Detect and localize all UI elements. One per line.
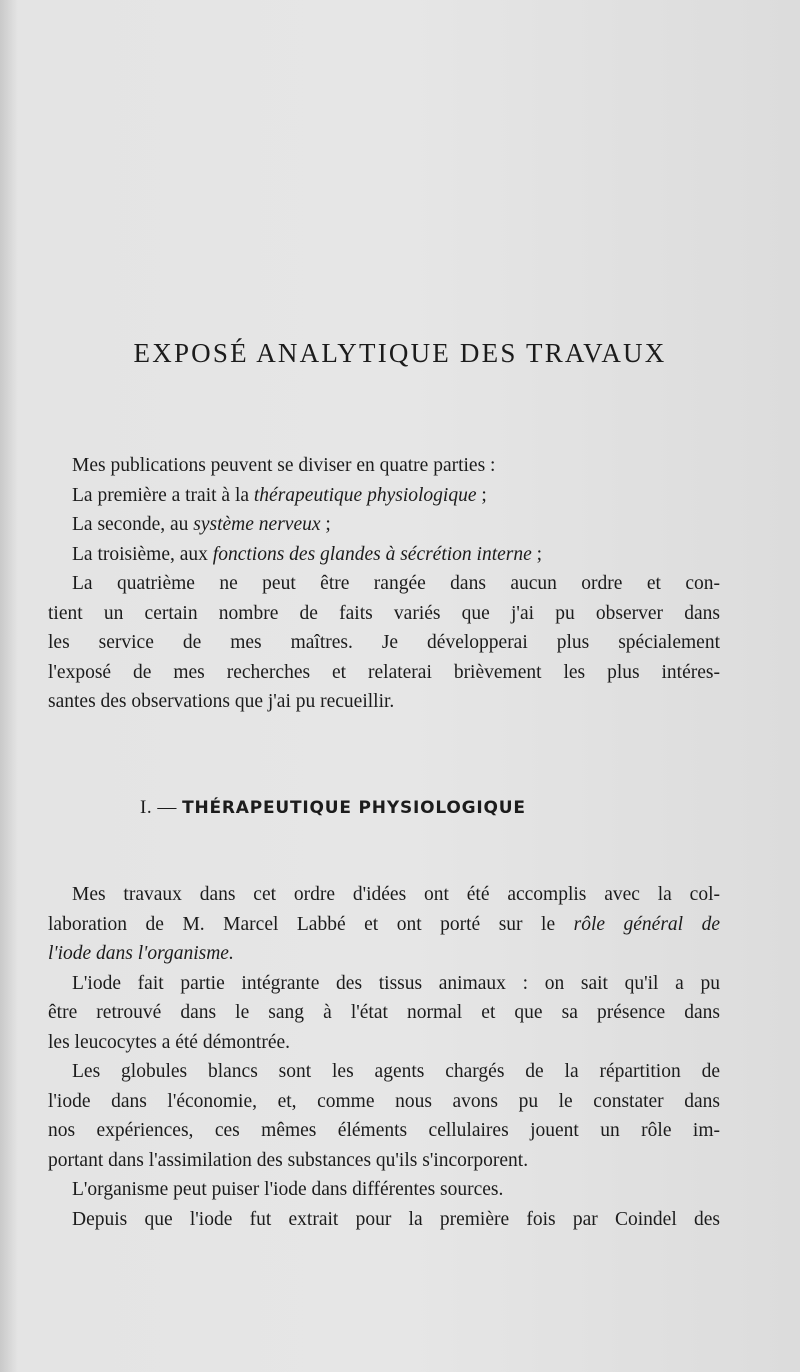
- text-line: les leucocytes a été démontrée.: [48, 1031, 291, 1053]
- text-line: Mes travaux dans cet ordre d'idées ont été accomplis avec la col-: [72, 884, 720, 905]
- text-span: ;: [531, 543, 543, 565]
- text-line: Les globules blancs sont les agents chargés de la répartition de: [72, 1061, 720, 1082]
- text-span: La troisième, aux: [72, 543, 213, 565]
- text-line: Mes publications peuvent se diviser en quatre parties :: [72, 455, 496, 476]
- text-span: La seconde, au: [72, 514, 194, 535]
- text-line: Depuis que l'iode fut extrait pour la première fois par Coindel des: [72, 1208, 720, 1230]
- text-line: nos expériences, ces mêmes éléments cellulaires jouent un rôle im-: [48, 1120, 720, 1141]
- text-line: santes des observations que j'ai pu recueillir.: [48, 691, 395, 712]
- text-line: tient un certain nombre de faits variés que j'ai pu observer dans: [48, 602, 720, 624]
- text-line: [48, 481, 720, 511]
- italic-span: système nerveux: [193, 514, 321, 535]
- text-span: La première a trait à la: [72, 484, 254, 506]
- text-line: [48, 510, 720, 540]
- text-line: [48, 540, 720, 570]
- italic-span: thérapeutique physiologique: [253, 484, 477, 506]
- text-line: l'exposé de mes recherches et relaterai brièvement les plus intéres-: [48, 661, 720, 683]
- text-line: L'iode fait partie intégrante des tissus animaux : on sait qu'il a pu: [72, 972, 720, 994]
- text-span: ;: [320, 514, 331, 535]
- italic-span: fonctions des glandes à sécrétion interne: [212, 543, 532, 565]
- text-line: l'iode dans l'organisme.: [48, 943, 234, 964]
- text-span: laboration de M. Marcel Labbé et ont porté sur le: [48, 913, 574, 935]
- section-number: I. —: [140, 797, 183, 818]
- section-heading: [140, 797, 526, 819]
- section-title: THÉRAPEUTIQUE PHYSIOLOGIQUE: [182, 798, 526, 818]
- intro-paragraph: [48, 451, 720, 717]
- text-span: ;: [476, 484, 487, 506]
- text-line: être retrouvé dans le sang à l'état normal et que sa présence dans: [48, 1002, 720, 1023]
- page-title: EXPOSÉ ANALYTIQUE DES TRAVAUX: [133, 338, 667, 369]
- text-line: L'organisme peut puiser l'iode dans différentes sources.: [72, 1179, 504, 1200]
- italic-span: rôle général de: [573, 913, 720, 935]
- text-line: les service de mes maîtres. Je développerai plus spécialement: [48, 632, 720, 653]
- text-line: portant dans l'assimilation des substances qu'ils s'incorporent.: [48, 1149, 529, 1171]
- body-text: [48, 880, 720, 1234]
- text-line: l'iode dans l'économie, et, comme nous avons pu le constater dans: [48, 1090, 720, 1112]
- text-line: La quatrième ne peut être rangée dans aucun ordre et con-: [72, 573, 720, 594]
- text-line: [48, 910, 720, 940]
